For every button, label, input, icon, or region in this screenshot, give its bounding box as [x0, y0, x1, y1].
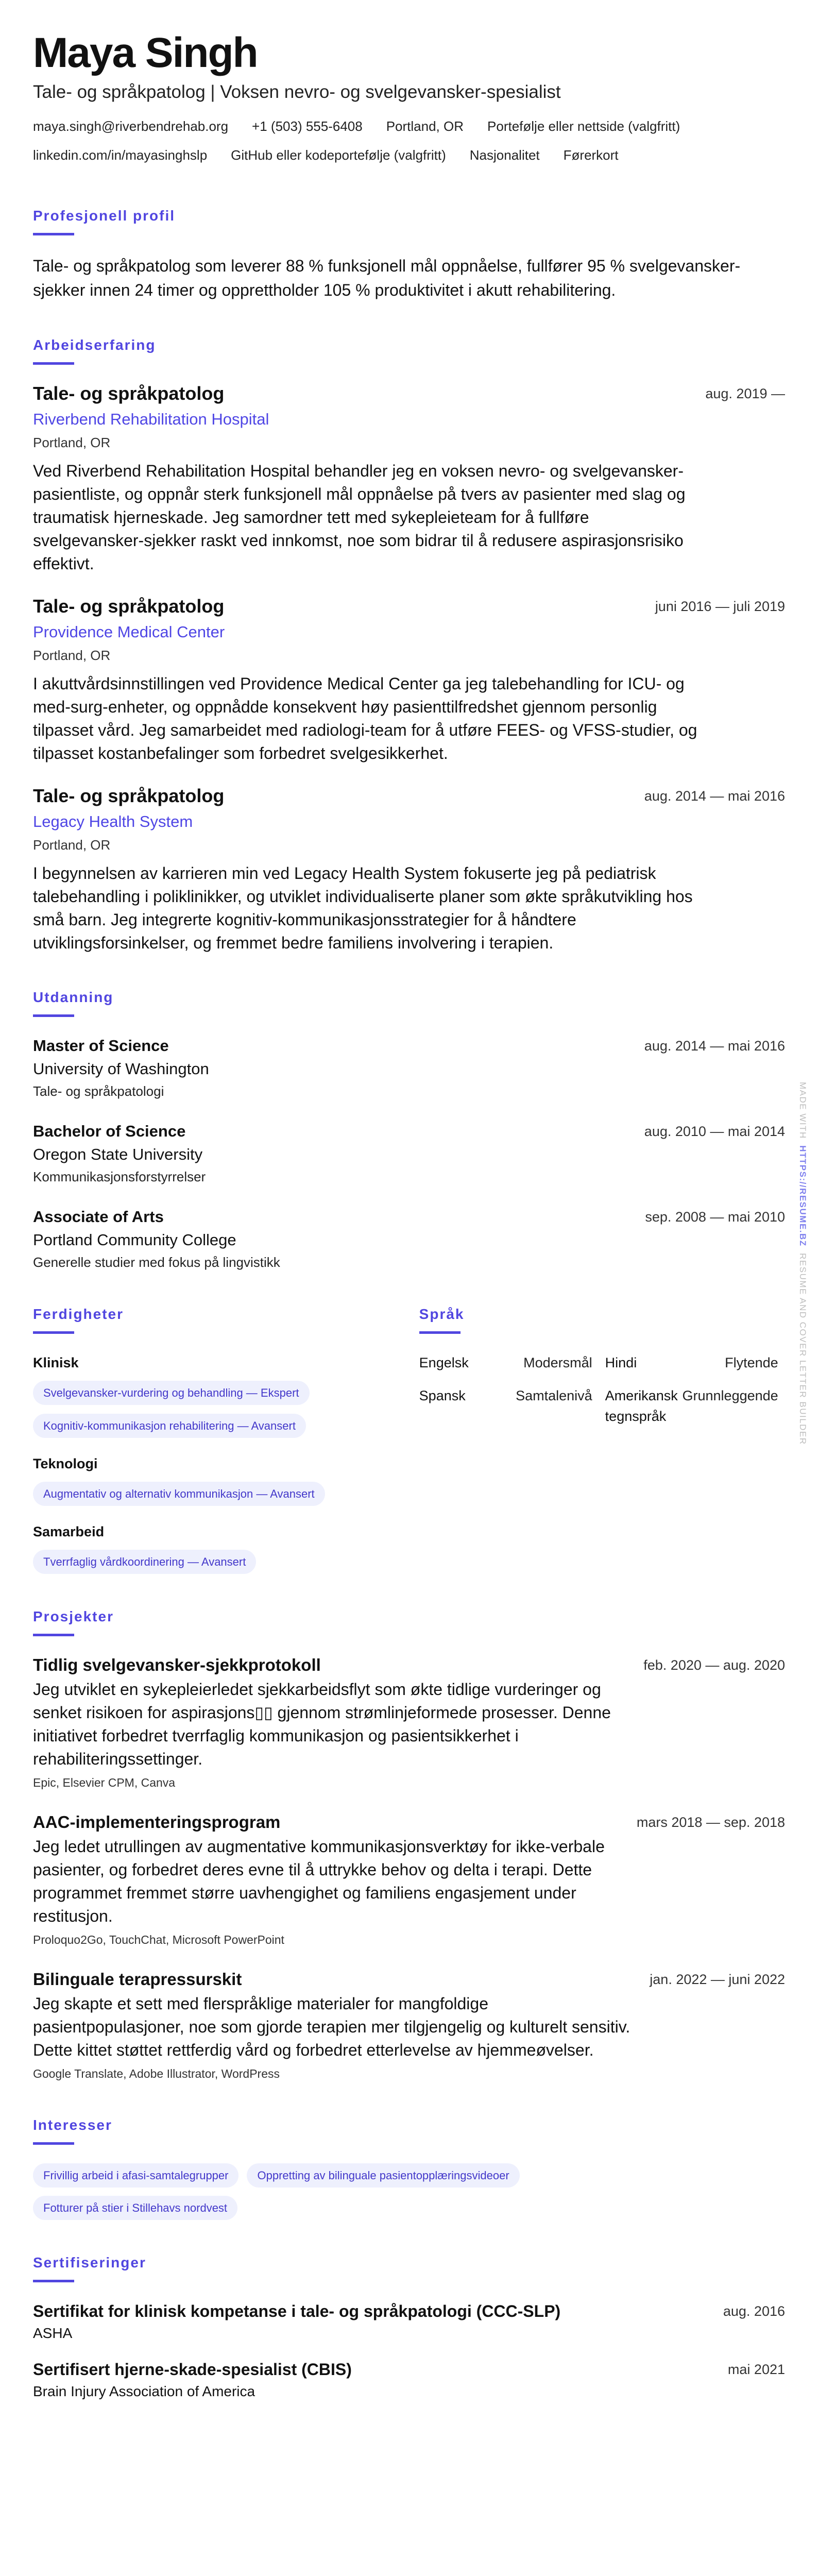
degree: Bachelor of Science [33, 1122, 186, 1140]
degree: Master of Science [33, 1037, 169, 1055]
languages-list [419, 1352, 785, 1427]
project-tools: Epic, Elsevier CPM, Canva [33, 1776, 176, 1789]
section-title: Utdanning [33, 989, 114, 1005]
contact-github[interactable]: GitHub eller kodeportefølje (valgfritt) [231, 147, 446, 163]
builder-watermark [797, 1082, 808, 1445]
education-section [33, 989, 785, 1272]
project-title: Tidlig svelgevansker-sjekkprotokoll [33, 1655, 321, 1674]
certifications-section [33, 2254, 785, 2402]
project-title: Bilinguale terapressurskit [33, 1970, 242, 1989]
interest-chip: Frivillig arbeid i afasi-samtalegrupper [33, 2163, 238, 2188]
education-date: aug. 2014 — mai 2016 [644, 1038, 785, 1054]
job-company: Providence Medical Center [33, 623, 225, 641]
certification-issuer: ASHA [33, 2325, 73, 2341]
skill-category: Klinisk [33, 1355, 79, 1370]
interests-list-row-2 [33, 2196, 785, 2220]
section-title: Profesjonell profil [33, 208, 176, 224]
certification-issuer: Brain Injury Association of America [33, 2383, 255, 2399]
skill-group [33, 1521, 419, 1574]
language-item [419, 1352, 592, 1373]
skill-chip: Svelgevansker-vurdering og behandling — Ekspert [33, 1381, 310, 1405]
contact-linkedin[interactable]: linkedin.com/in/mayasinghslp [33, 147, 208, 163]
language-level: Flytende [725, 1355, 778, 1370]
skill-chip: Augmentativ og alternativ kommunikasjon — Avansert [33, 1482, 325, 1506]
contact-email[interactable]: maya.singh@riverbendrehab.org [33, 118, 229, 134]
project-tools: Google Translate, Adobe Illustrator, WordPress [33, 2067, 280, 2080]
section-divider [33, 2280, 74, 2282]
education-entry [33, 1121, 785, 1186]
section-title: Språk [419, 1306, 465, 1322]
project-description: Jeg utviklet en sykepleierledet sjekkarbeidsflyt som økte tidlige vurderinger og senket risikoen for aspirasjons▯▯ gjennom strømlinjeformede prosesser. Denne initiativet forbedret tverrfaglig kommunikasjon og pasientsikkerhet i rehabiliteringssettinger. [33, 1680, 611, 1768]
job-location: Portland, OR [33, 837, 111, 853]
field-of-study: Generelle studier med fokus på lingvistikk [33, 1255, 280, 1270]
section-divider [33, 1014, 74, 1017]
skill-category: Samarbeid [33, 1524, 105, 1539]
watermark-link[interactable]: HTTPS://RESUME.BZ [798, 1145, 808, 1247]
language-name: Amerikansk tegnspråk [605, 1388, 678, 1424]
skill-chip: Tverrfaglig vårdkoordinering — Avansert [33, 1550, 256, 1574]
job-entry [33, 383, 785, 575]
language-item [419, 1385, 592, 1427]
project-description: Jeg skapte et sett med flerspråklige materialer for mangfoldige pasientpopulasjoner, noe som gjorde terapien mer tilgjengelig og kulturelt sensitiv. Dette kittet støttet rettferdig vård og forbedret etterlevelse av hjemmeøvelser. [33, 1994, 630, 2059]
certification-entry [33, 2359, 785, 2402]
project-description: Jeg ledet utrullingen av augmentative kommunikasjonsverktøy for ikke-verbale pasienter, og forbedret deres evne til å uttrykke behov og delta i terapi. Dette programmet fremmet større uavhengighet og familiens engasjement under restitusjon. [33, 1837, 605, 1925]
certification-title: Sertifisert hjerne-skade-spesialist (CBIS) [33, 2360, 352, 2379]
profile-section [33, 207, 785, 302]
experience-section [33, 336, 785, 955]
section-title: Interesser [33, 2117, 112, 2133]
contact-nationality: Nasjonalitet [469, 147, 540, 163]
skill-category: Teknologi [33, 1456, 98, 1471]
job-company: Legacy Health System [33, 812, 193, 831]
certification-title: Sertifikat for klinisk kompetanse i tale- og språkpatologi (CCC-SLP) [33, 2302, 561, 2320]
skills-languages-row [33, 1306, 785, 1574]
contact-location: Portland, OR [386, 118, 464, 134]
project-date: mars 2018 — sep. 2018 [636, 1815, 785, 1830]
section-divider [419, 1331, 461, 1334]
section-divider [33, 362, 74, 365]
job-company: Riverbend Rehabilitation Hospital [33, 410, 269, 428]
languages-section [419, 1306, 785, 1574]
skill-group [33, 1352, 419, 1438]
language-level: Samtalenivå [516, 1388, 592, 1403]
job-entry [33, 786, 785, 955]
section-title: Arbeidserfaring [33, 337, 156, 353]
degree: Associate of Arts [33, 1208, 164, 1226]
certification-entry [33, 2301, 785, 2344]
section-divider [33, 1331, 74, 1334]
job-description: I begynnelsen av karrieren min ved Legacy Health System fokuserte jeg på pediatrisk talebehandling i poliklinikker, og utviklet individualiserte planer som økte språkutvikling hos små barn. Jeg integrerte kognitiv-kommunikasjonsstrategier for å håndtere utviklingsforsinkelser, og fremmet bedre familiens involvering i terapien. [33, 864, 693, 952]
school: Portland Community College [33, 1231, 236, 1249]
job-title: Tale- og språkpatolog [33, 596, 225, 617]
skill-chip: Kognitiv-kommunikasjon rehabilitering — Avansert [33, 1414, 306, 1438]
project-entry [33, 1812, 785, 1948]
interests-list [33, 2163, 785, 2188]
school: Oregon State University [33, 1145, 203, 1163]
section-divider [33, 233, 74, 235]
field-of-study: Tale- og språkpatologi [33, 1083, 164, 1099]
project-date: feb. 2020 — aug. 2020 [643, 1657, 785, 1673]
section-divider [33, 1634, 74, 1636]
interest-chip: Oppretting av bilinguale pasientopplæringsvideoer [247, 2163, 519, 2188]
contact-portfolio[interactable]: Portefølje eller nettside (valgfritt) [487, 118, 680, 134]
skills-section [33, 1306, 419, 1574]
interest-chip: Fotturer på stier i Stillehavs nordvest [33, 2196, 237, 2220]
education-date: aug. 2010 — mai 2014 [644, 1124, 785, 1139]
section-title: Prosjekter [33, 1608, 114, 1624]
education-entry [33, 1207, 785, 1272]
job-title: Tale- og språkpatolog [33, 785, 225, 806]
education-entry [33, 1036, 785, 1100]
candidate-name: Maya Singh [33, 29, 258, 76]
job-date: aug. 2014 — mai 2016 [644, 788, 785, 804]
job-title: Tale- og språkpatolog [33, 383, 225, 404]
job-entry [33, 596, 785, 765]
language-level: Modersmål [523, 1355, 592, 1370]
certification-date: mai 2021 [727, 2362, 785, 2377]
contact-info [33, 115, 785, 173]
project-title: AAC-implementeringsprogram [33, 1812, 281, 1832]
projects-section [33, 1608, 785, 2082]
job-description: Ved Riverbend Rehabilitation Hospital behandler jeg en voksen nevro- og svelgevansker-pasientliste, og oppnår sterk funksjonell mål oppnåelse på tvers av pasienter med slag og traumatisk hjerneskade. Jeg samordner tett med sykepleieteam for å fullføre svelgevansker-sjekker raskt ved innkomst, noe som bidrar til å redusere aspirasjonsrisiko effektivt. [33, 462, 686, 573]
field-of-study: Kommunikasjonsforstyrrelser [33, 1169, 206, 1184]
job-location: Portland, OR [33, 648, 111, 663]
section-divider [33, 2142, 74, 2145]
job-date: aug. 2019 — [705, 386, 785, 401]
watermark-suffix: RESUME AND COVER LETTER BUILDER [798, 1253, 808, 1445]
profile-summary: Tale- og språkpatolog som leverer 88 % funksjonell mål oppnåelse, fullfører 95 % svelgevansker-sjekker innen 24 timer og opprettholder 105 % produktivitet i akutt rehabilitering. [33, 257, 741, 299]
language-item [605, 1352, 778, 1373]
education-date: sep. 2008 — mai 2010 [645, 1209, 785, 1225]
job-location: Portland, OR [33, 435, 111, 450]
language-level: Grunnleggende [682, 1388, 778, 1403]
school: University of Washington [33, 1060, 209, 1078]
project-entry [33, 1655, 785, 1791]
contact-drivers-license: Førerkort [563, 147, 619, 163]
language-item [605, 1385, 778, 1427]
contact-phone[interactable]: +1 (503) 555-6408 [252, 118, 363, 134]
language-name: Spansk [419, 1388, 466, 1403]
job-date: juni 2016 — juli 2019 [655, 599, 785, 614]
language-name: Engelsk [419, 1355, 469, 1370]
candidate-headline: Tale- og språkpatolog | Voksen nevro- og svelgevansker-spesialist [33, 82, 561, 102]
watermark-prefix: MADE WITH [798, 1082, 808, 1139]
section-title: Ferdigheter [33, 1306, 124, 1322]
language-name: Hindi [605, 1355, 637, 1370]
project-date: jan. 2022 — juni 2022 [650, 1972, 785, 1987]
project-entry [33, 1969, 785, 2082]
skill-group [33, 1453, 419, 1506]
job-description: I akuttvårdsinnstillingen ved Providence Medical Center ga jeg talebehandling for ICU- og med-surg-enheter, og oppnådde konsekvent høy pasienttilfredshet gjennom personlig tilpasset vård. Jeg samarbeidet med radiologi-team for å utføre FEES- og VFSS-studier, og tilpasset kostanbefalinger som forbedret svelgesikkerhet. [33, 674, 697, 762]
section-title: Sertifiseringer [33, 2255, 146, 2270]
project-tools: Proloquo2Go, TouchChat, Microsoft PowerPoint [33, 1933, 284, 1946]
certification-date: aug. 2016 [723, 2303, 785, 2319]
interests-section [33, 2116, 785, 2220]
